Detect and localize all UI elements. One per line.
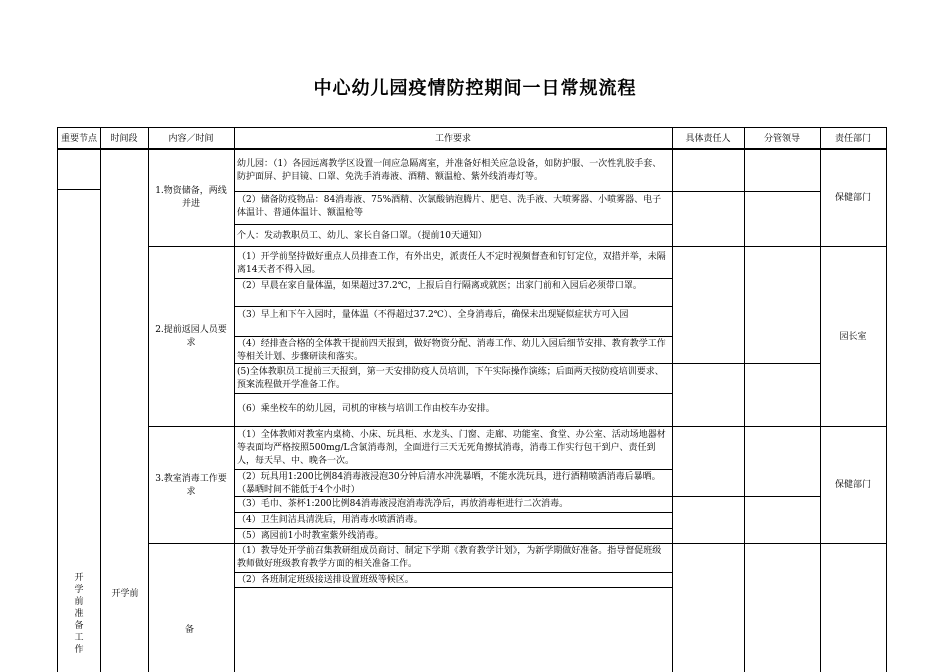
page-title: 中心幼儿园疫情防控期间一日常规流程 — [313, 78, 637, 99]
section-3-item-4: （4）卫生间洁具清洗后，用消毒水喷洒消毒。 — [237, 515, 423, 525]
section-4-item-2: （2）各班制定班级接送排设置班级等候区。 — [237, 575, 414, 585]
section-2-item-6: （6）乘坐校车的幼儿园，司机的审核与培训工作由校车办安排。 — [237, 404, 495, 414]
header-period: 时间段 — [110, 133, 138, 144]
section-2-item-2: （2）早晨在家自量体温，如果超过37.2℃，上报后自行隔离或就医；出家门前和入园后必须带口罩。 — [237, 281, 642, 291]
section-2-item-5: (5)全体教职员工提前三天报到，第一天安排防疫人员培训，下午实际操作演练；后面两天按防疫培训要求、预案流程做开学准备工作。 — [237, 367, 664, 390]
section-3-content: 3.教室消毒工作要求 — [155, 473, 227, 497]
section-2-item-1: （1）开学前坚持做好重点人员排查工作，有外出史，派责任人不定时视频督查和钉钉定位，双措并举，未隔离14天者不得入园。 — [237, 252, 666, 275]
section-2-item-3: （3）早上和下午入园时，量体温（不得超过37.2℃）、全身消毒后，确保未出现疑似症状方可入园 — [237, 310, 629, 320]
section-1-content: 1.物资储备，两线并进 — [155, 186, 227, 209]
header-leader: 分管领导 — [763, 133, 800, 144]
section-3-item-3: （3）毛巾、茶杯1:200比例84消毒液浸泡消毒洗净后，再放消毒柜进行二次消毒。 — [237, 499, 569, 509]
header-content: 内容／时间 — [168, 133, 214, 144]
section-1-item-1: 幼儿园：（1）各园远离教学区设置一间应急隔离室，并准备好相关应急设备，如防护服、一次性乳胶手套、防护面屏、护目镜、口罩、免洗手消毒液、酒精、额温枪、紫外线消毒灯等。 — [237, 159, 662, 182]
section-1-item-3: 个人：发动教职员工、幼儿、家长自备口罩。（提前10天通知） — [237, 231, 487, 241]
section-4-item-1: （1）教导处开学前召集教研组成员商讨、制定下学期《教育教学计划》，为新学期做好准备。指导督促班级教师做好班级教育教学方面的相关准备工作。 — [237, 546, 662, 569]
section-3-dept: 保健部门 — [834, 480, 871, 490]
section-1-dept: 保健部门 — [834, 192, 871, 203]
section-2-item-4: （4）经排查合格的全体教干提前四天报到，做好物资分配、消毒工作、幼儿入园后细节安排、教育教学工作等相关计划、步骤研读和落实。 — [237, 339, 666, 362]
header-requirements: 工作要求 — [434, 133, 471, 144]
footer-text: 备 — [185, 625, 195, 635]
section-1-item-2: （2）储备防疫物品：84消毒液、75%酒精、次氯酸钠泡腾片、肥皂、洗手液、大喷雾器、小喷雾器、电子体温计、普通体温计、额温枪等 — [237, 195, 662, 218]
header-dept: 责任部门 — [834, 133, 871, 144]
header-person: 具体责任人 — [685, 133, 731, 144]
header-node: 重要节点 — [61, 133, 98, 144]
node-label: 开学前准备工作 — [74, 573, 84, 655]
section-3-item-1: （1）全体教师对教室内桌椅、小床、玩具柜、水龙头、门窗、走廊、功能室、食堂、办公室、活动场地器材等表面均严格按照500mg/L含氯消毒剂，全面进行三天无死角擦拭消毒，消毒工作实行包干到户、责任到人，每天早、中、晚各一次。 — [237, 430, 666, 466]
section-3-item-5: （5）离园前1小时教室紫外线消毒。 — [237, 531, 384, 541]
section-3-item-2: （2）玩具用1:200比例84消毒液浸泡30分钟后清水冲洗暴晒，不能水洗玩具，进行酒精喷洒消毒后暴晒。（暴晒时间不能低于4个小时） — [237, 472, 661, 495]
period-label: 开学前 — [111, 589, 139, 599]
section-2-content: 2.提前返园人员要求 — [155, 325, 227, 348]
section-2-dept: 园长室 — [839, 331, 867, 342]
